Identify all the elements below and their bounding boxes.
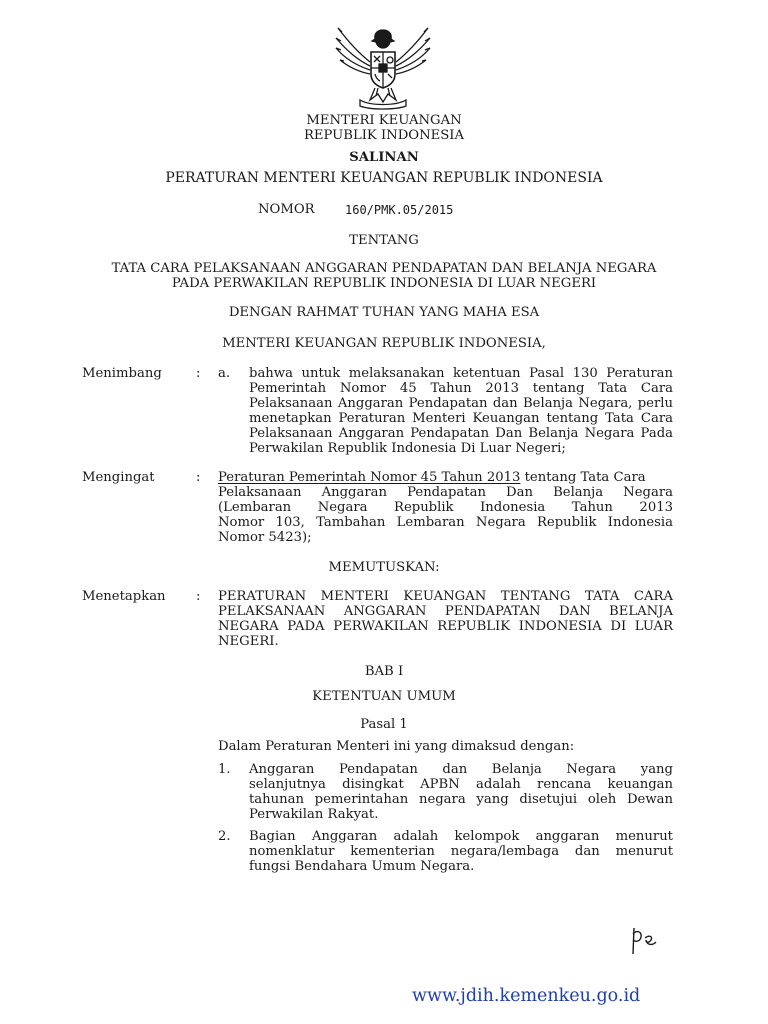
menimbang-line: Pelaksanaan Anggaran Pendapatan dan Belanja Negara, perlu bbox=[249, 396, 673, 411]
definition-line: Bagian Anggaran adalah kelompok anggaran menurut bbox=[249, 829, 673, 844]
decision-heading: MEMUTUSKAN: bbox=[328, 560, 440, 575]
menimbang-label: Menimbang bbox=[82, 366, 162, 381]
definition-marker: 1. bbox=[218, 762, 231, 777]
footer-website-link[interactable]: www.jdih.kemenkeu.go.id bbox=[412, 986, 641, 1006]
number-value: 160/PMK.05/2015 bbox=[345, 203, 454, 217]
garuda-emblem-logo bbox=[330, 22, 436, 110]
menetapkan-line: NEGERI. bbox=[218, 634, 279, 649]
regulation-title: PERATURAN MENTERI KEUANGAN REPUBLIK INDONESIA bbox=[165, 170, 603, 186]
chapter-title: KETENTUAN UMUM bbox=[312, 689, 456, 704]
ministry-name: MENTERI KEUANGAN bbox=[306, 113, 462, 128]
menetapkan-line: PERATURAN MENTERI KEUANGAN TENTANG TATA CARA bbox=[218, 589, 673, 604]
copy-label: SALINAN bbox=[349, 150, 419, 165]
article-number: Pasal 1 bbox=[360, 717, 408, 732]
menetapkan-line: NEGARA PADA PERWAKILAN REPUBLIK INDONESIA DI LUAR bbox=[218, 619, 673, 634]
paraf-initials-signature bbox=[628, 924, 662, 960]
definition-line: nomenklatur kementerian negara/lembaga dan menurut bbox=[249, 844, 673, 859]
mengingat-colon: : bbox=[196, 470, 201, 485]
mengingat-reference-link[interactable]: Peraturan Pemerintah Nomor 45 Tahun 2013 bbox=[218, 470, 521, 485]
subject-line-2: PADA PERWAKILAN REPUBLIK INDONESIA DI LUAR NEGERI bbox=[171, 276, 597, 291]
definition-line: selanjutnya disingkat APBN adalah rencana keuangan bbox=[249, 777, 673, 792]
definition-line: tahunan pemerintahan negara yang disetujui oleh Dewan bbox=[249, 792, 673, 807]
chapter-number: BAB I bbox=[364, 664, 404, 679]
subject-line-1: TATA CARA PELAKSANAAN ANGGARAN PENDAPATAN DAN BELANJA NEGARA bbox=[111, 261, 657, 276]
menimbang-colon: : bbox=[196, 366, 201, 381]
menimbang-line: Perwakilan Republik Indonesia Di Luar Negeri; bbox=[249, 441, 566, 456]
mengingat-line-1-rest: tentang Tata Cara bbox=[520, 470, 646, 485]
issuer: MENTERI KEUANGAN REPUBLIK INDONESIA, bbox=[222, 336, 546, 351]
definition-line: Anggaran Pendapatan dan Belanja Negara yang bbox=[249, 762, 673, 777]
mengingat-line: (Lembaran Negara Republik Indonesia Tahun 2013 bbox=[218, 500, 673, 515]
menimbang-line: Pelaksanaan Anggaran Pendapatan Dan Belanja Negara Pada bbox=[249, 426, 673, 441]
definition-line: Perwakilan Rakyat. bbox=[249, 807, 379, 822]
mengingat-label: Mengingat bbox=[82, 470, 155, 485]
menimbang-line: Pemerintah Nomor 45 Tahun 2013 tentang Tata Cara bbox=[249, 381, 673, 396]
mengingat-line-1 bbox=[218, 470, 646, 485]
menimbang-item-marker: a. bbox=[218, 366, 231, 381]
menimbang-line: menetapkan Peraturan Menteri Keuangan tentang Tata Cara bbox=[249, 411, 673, 426]
article-intro: Dalam Peraturan Menteri ini yang dimaksud dengan: bbox=[218, 739, 575, 754]
about-label: TENTANG bbox=[349, 233, 419, 248]
mengingat-line: Nomor 103, Tambahan Lembaran Negara Republik Indonesia bbox=[218, 515, 673, 530]
definition-line: fungsi Bendahara Umum Negara. bbox=[249, 859, 475, 874]
mengingat-line: Nomor 5423); bbox=[218, 530, 312, 545]
menetapkan-line: PELAKSANAAN ANGGARAN PENDAPATAN DAN BELANJA bbox=[218, 604, 673, 619]
menetapkan-colon: : bbox=[196, 589, 201, 604]
definition-marker: 2. bbox=[218, 829, 231, 844]
menimbang-line: bahwa untuk melaksanakan ketentuan Pasal 130 Peraturan bbox=[249, 366, 673, 381]
invocation: DENGAN RAHMAT TUHAN YANG MAHA ESA bbox=[228, 305, 540, 320]
ministry-country: REPUBLIK INDONESIA bbox=[303, 128, 465, 143]
menetapkan-label: Menetapkan bbox=[82, 589, 166, 604]
mengingat-line: Pelaksanaan Anggaran Pendapatan Dan Belanja Negara bbox=[218, 485, 673, 500]
number-label: NOMOR bbox=[258, 202, 315, 217]
